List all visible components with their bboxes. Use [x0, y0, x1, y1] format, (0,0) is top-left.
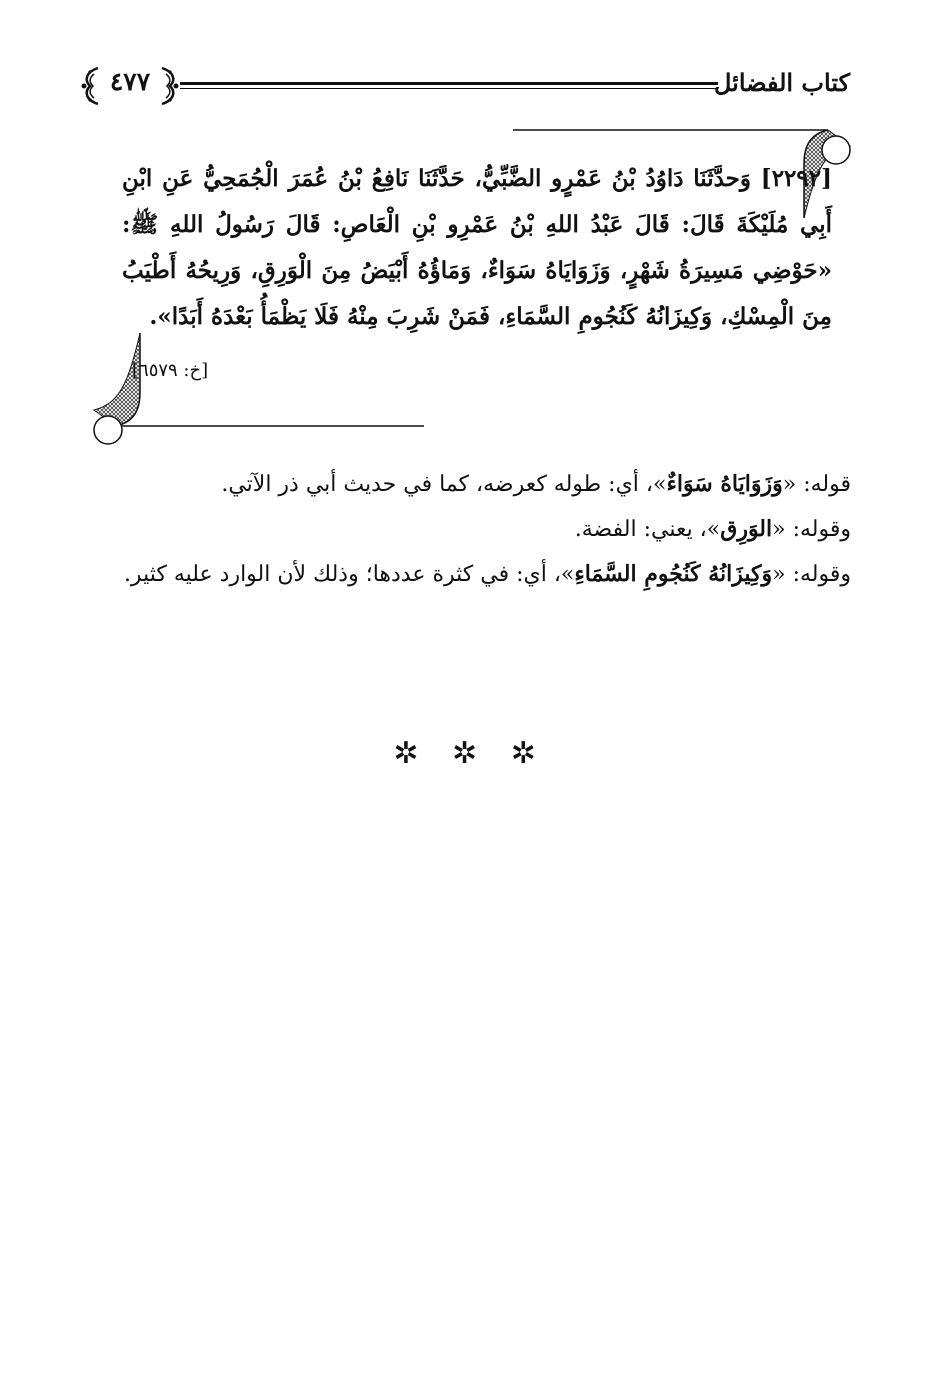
- book-title: كتاب الفضائل: [713, 68, 850, 97]
- commentary-paragraph: [89, 552, 851, 597]
- commentary-explanation: »، أي: في كثرة عددها؛ وذلك لأن الوارد عليه كثير.: [123, 562, 575, 587]
- hadith-frame: [88, 128, 856, 448]
- header-rule: [180, 82, 718, 91]
- commentary-quote: الوَرِق: [720, 516, 773, 542]
- commentary-paragraph: [89, 462, 851, 507]
- commentary-lead: وقوله: «: [772, 517, 851, 542]
- hadith-text: [٢٢٩٢] وَحدَّثَنَا دَاوُدُ بْنُ عَمْرٍو الضَّبِّيُّ، حَدَّثَنَا نَافِعُ بْنُ عُمَرَ الْجُمَحِيُّ عَنِ ابْنِ أَبِي مُلَيْكَةَ قَالَ: قَالَ عَبْدُ اللهِ بْنُ عَمْرِو بْنِ الْعَاصِ: قَالَ رَسُولُ اللهِ ﷺ: «حَوْضِي مَسِيرَةُ شَهْرٍ، وَزَوَايَاهُ سَوَاءٌ، وَمَاؤُهُ أَبْيَضُ مِنَ الْوَرِقِ، وَرِيحُهُ أَطْيَبُ مِنَ الْمِسْكِ، وَكِيزَانُهُ كَنُجُومِ السَّمَاءِ، فَمَنْ شَرِبَ مِنْهُ فَلَا يَظْمَأُ بَعْدَهُ أَبَدًا».: [122, 165, 832, 330]
- section-divider-stars: ✲ ✲ ✲: [393, 736, 548, 771]
- commentary-paragraph: [89, 507, 851, 552]
- commentary-quote: وَزَوَايَاهُ سَوَاءٌ: [666, 471, 783, 497]
- commentary-explanation: »، يعني: الفضة.: [574, 517, 721, 542]
- commentary-lead: وقوله: «: [772, 562, 851, 587]
- commentary: [89, 462, 851, 597]
- commentary-quote: وَكِيزَانُهُ كَنُجُومِ السَّمَاءِ: [574, 561, 773, 587]
- page-header: [80, 62, 850, 112]
- hadith-reference: [خ: ٦٥٧٩]: [132, 360, 209, 381]
- commentary-explanation: »، أي: طوله كعرضه، كما في حديث أبي ذر الآتي.: [221, 472, 667, 497]
- commentary-lead: قوله: «: [782, 472, 851, 497]
- page-number-ornament: [80, 64, 180, 108]
- page-number: ٤٧٧: [109, 67, 151, 96]
